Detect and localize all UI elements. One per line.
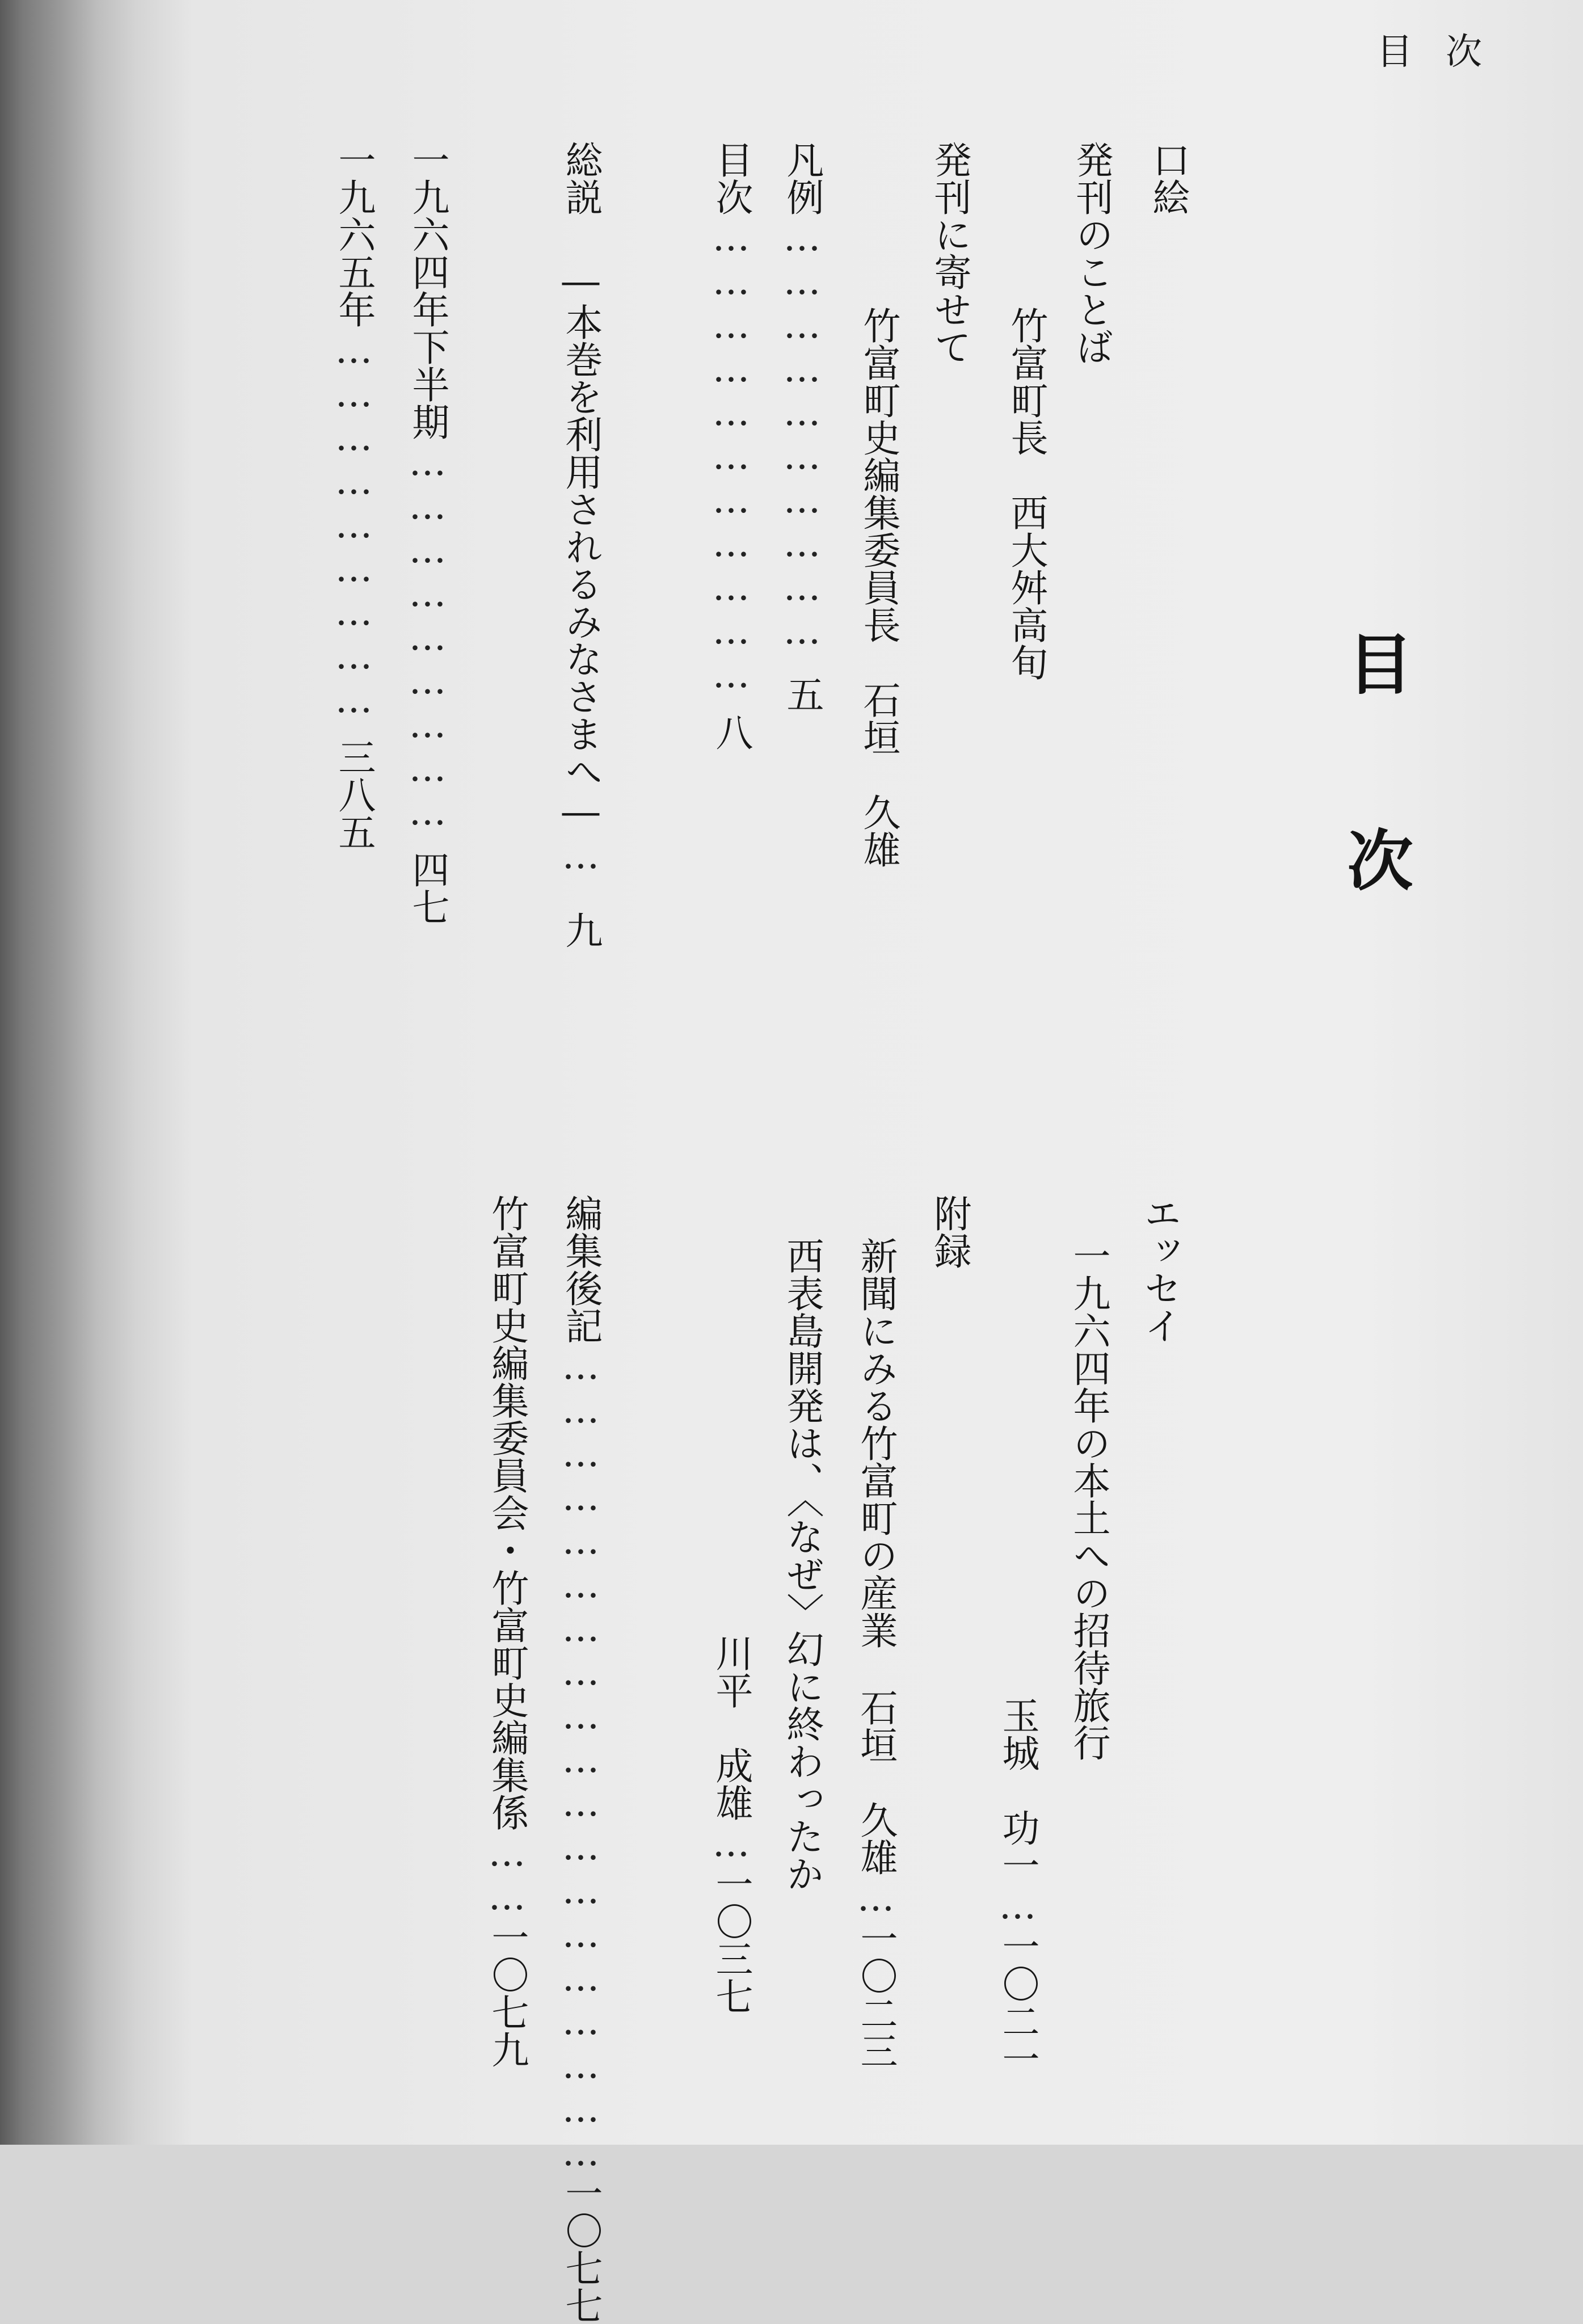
leader-dots: ……………………… xyxy=(406,440,449,833)
page-title: 目次 xyxy=(1336,630,1413,1022)
toc-title: 附録 xyxy=(928,1194,971,1269)
toc-title: 口絵 xyxy=(1146,141,1190,216)
toc-entry-afterword[interactable] xyxy=(559,1194,603,2324)
toc-entry-foreword[interactable] xyxy=(1070,141,1113,365)
toc-page: 八 xyxy=(709,713,753,751)
toc-entry-editorial-committee[interactable] xyxy=(485,1194,529,2068)
toc-entry-newspaper-industry[interactable] xyxy=(854,1237,898,2069)
toc-author: 石垣 久雄 xyxy=(854,1689,898,1876)
toc-page: 五 xyxy=(780,675,824,713)
toc-section-appendix xyxy=(928,1194,971,1269)
toc-title: 編集後記 xyxy=(559,1194,603,1344)
toc-title: エッセイ xyxy=(1138,1194,1181,1344)
toc-page: 一〇二三 xyxy=(854,1919,898,2069)
leader-dots: ………………………… xyxy=(780,216,824,652)
toc-title: 目次 xyxy=(709,141,753,216)
toc-entry-1965[interactable] xyxy=(332,141,376,851)
leader-dots: ………………………………………………… xyxy=(559,1344,603,2174)
toc-title: 一九六四年の本土への招待旅行 xyxy=(1067,1237,1110,1761)
toc-entry-1964-second-half[interactable] xyxy=(406,141,449,925)
leader-dots: …… xyxy=(485,1831,529,1918)
toc-page: 一〇七九 xyxy=(485,1918,529,2068)
toc-title: 竹富町史編集委員会・竹富町史編集係 xyxy=(485,1194,529,1831)
toc-entry-contents[interactable] xyxy=(709,141,753,751)
toc-author: 竹富町史編集委員長 石垣 久雄 xyxy=(857,306,900,868)
toc-author: 玉城 功一 xyxy=(996,1696,1039,1884)
toc-title: 新聞にみる竹富町の産業 xyxy=(854,1237,898,1649)
toc-entry-dedication-author xyxy=(857,306,900,987)
leader-dots: … xyxy=(996,1884,1039,1927)
toc-author: 川平 成雄 xyxy=(709,1634,753,1821)
toc-title: 一九六五年 xyxy=(332,141,376,328)
toc-entry-invitation-trip[interactable] xyxy=(1067,1237,1110,1761)
toc-entry-invitation-trip-author xyxy=(996,1696,1039,2077)
toc-entry-iriomote-development-author xyxy=(709,1634,753,2015)
leader-dots: … xyxy=(559,833,603,877)
toc-title: 一九六四年下半期 xyxy=(406,141,449,440)
toc-page: 三八五 xyxy=(332,738,376,851)
leader-dots: …………………………… xyxy=(709,216,753,696)
toc-entry-overview[interactable] xyxy=(559,141,603,949)
toc-title: 発刊に寄せて xyxy=(928,141,971,365)
toc-title: 総説 ―本巻を利用されるみなさまへ― xyxy=(559,141,603,833)
toc-page: 一〇三七 xyxy=(709,1865,753,2015)
toc-author: 竹富町長 西大舛高旬 xyxy=(1004,306,1048,681)
leader-dots: … xyxy=(709,1821,753,1865)
toc-title: 凡例 xyxy=(780,141,824,216)
toc-entry-foreword-author xyxy=(1004,306,1048,681)
toc-page: 九 xyxy=(559,911,603,949)
toc-title: 西表島開発は、〈なぜ〉幻に終わったか xyxy=(780,1237,824,1892)
toc-entry-dedication[interactable] xyxy=(928,141,971,365)
toc-entry-iriomote-development[interactable] xyxy=(780,1237,824,1892)
leader-dots: ……………………… xyxy=(332,328,376,721)
toc-page: 四七 xyxy=(406,851,449,925)
toc-entry-frontispiece[interactable] xyxy=(1146,141,1190,216)
toc-section-essay xyxy=(1138,1194,1181,1344)
running-head: 目次 xyxy=(1376,31,1515,73)
toc-entry-notes[interactable] xyxy=(780,141,824,713)
toc-page: 一〇二一 xyxy=(996,1927,1039,2077)
leader-dots: … xyxy=(854,1876,898,1919)
toc-page: 一〇七七 xyxy=(559,2174,603,2324)
toc-title: 発刊のことば xyxy=(1070,141,1113,365)
